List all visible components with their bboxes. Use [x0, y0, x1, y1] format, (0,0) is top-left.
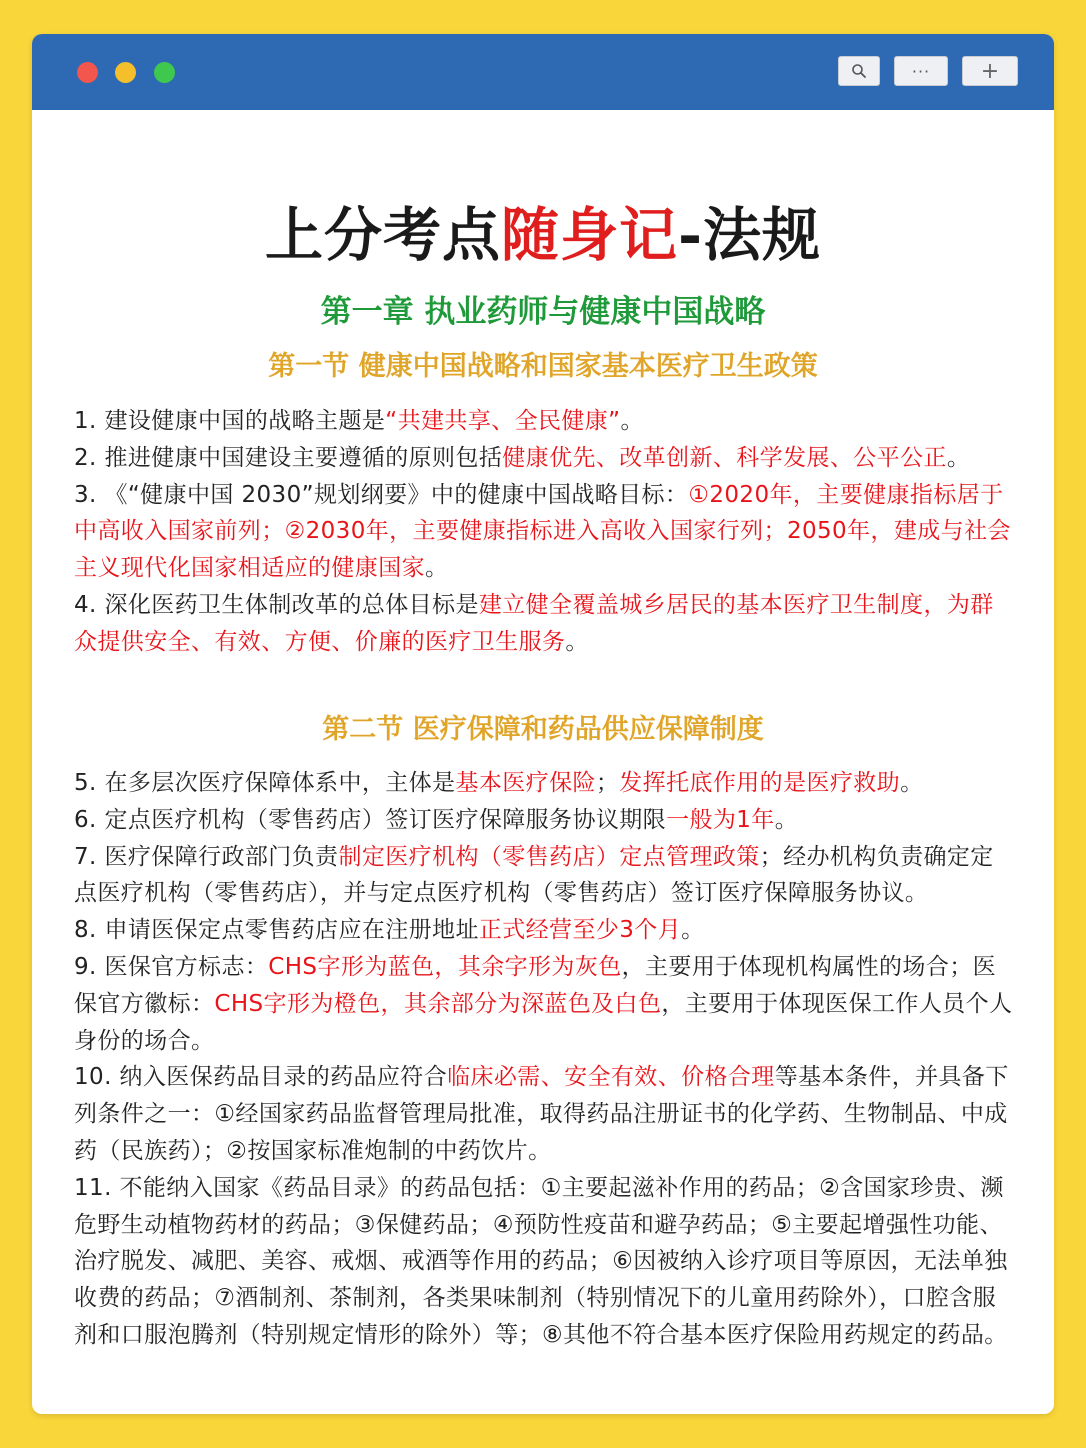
section-2-heading: 第二节 医疗保障和药品供应保障制度: [322, 714, 764, 745]
section-1-items: [74, 403, 1016, 661]
more-icon: ···: [911, 61, 931, 81]
item-highlight: 制定医疗机构（零售药店）定点管理政策: [338, 843, 760, 870]
item-text: 等基本条件，并具备下列条件之一：①经国家药品监督管理局批准，取得药品注册证书的化学药、生物制品、中成药（民族药）；②按国家标准炮制的中药饮片。: [74, 1064, 1009, 1164]
item-text: 。: [900, 770, 924, 796]
maximize-window-button[interactable]: [154, 62, 175, 83]
title-part-3: -法规: [677, 201, 822, 269]
chapter-heading: 第一章 执业药师与健康中国战略: [320, 294, 766, 330]
close-window-button[interactable]: [77, 62, 98, 83]
section-1-heading: 第一节 健康中国战略和国家基本医疗卫生政策: [268, 351, 818, 382]
minimize-window-button[interactable]: [115, 62, 136, 83]
item-text: 2. 推进健康中国建设主要遵循的原则包括: [74, 444, 503, 471]
list-item: [74, 802, 1016, 839]
item-highlight: 一般为1年: [666, 806, 775, 833]
title-part-1: 上分考点: [264, 201, 501, 269]
item-text: 8. 申请医保定点零售药店应在注册地址: [74, 917, 479, 944]
item-text: 7. 医疗保障行政部门负责: [74, 843, 339, 870]
list-item: [74, 839, 1016, 913]
item-text: 。: [774, 806, 799, 833]
more-options-button[interactable]: [894, 56, 948, 86]
search-button[interactable]: [838, 56, 880, 86]
item-highlight: ①2020年，主要健康指标居于中高收入国家前列；②2030年，主要健康指标进入高收入国家行列；2050年，建成与社会主义现代化国家相适应的健康国家: [74, 481, 1011, 582]
list-item: [74, 1059, 1016, 1169]
item-text: 6. 定点医疗机构（零售药店）签订医疗保障服务协议期限: [74, 806, 667, 833]
item-text: 。: [946, 444, 971, 471]
item-highlight: 临床必需、安全有效、价格合理: [447, 1064, 775, 1091]
title-highlight: 随身记: [500, 201, 678, 269]
item-highlight: 正式经营至少3个月: [478, 917, 682, 944]
list-item: [74, 477, 1016, 587]
title-bar: [32, 34, 1054, 110]
item-text: 10. 纳入医保药品目录的药品应符合: [74, 1064, 448, 1091]
item-highlight: 发挥托底作用的是医疗救助: [619, 770, 901, 796]
item-text: ；: [595, 770, 620, 796]
item-highlight: CHS字形为蓝色，其余字形为灰色: [268, 953, 622, 980]
section-2-items: [74, 765, 1016, 1354]
item-text: 。: [620, 408, 644, 434]
item-text: ，主要用于体现医保工作人员个人身份的场合。: [74, 990, 1013, 1054]
item-text: ；经办机构负责确定定点医疗机构（零售药店），并与定点医疗机构（零售药店）签订医疗保障服务协议。: [74, 843, 994, 907]
list-item: [74, 949, 1016, 1059]
list-item: [74, 587, 1016, 661]
item-text: 5. 在多层次医疗保障体系中，主体是: [74, 770, 456, 796]
item-text: 。: [425, 555, 449, 582]
item-text: 。: [565, 628, 589, 655]
new-tab-button[interactable]: [962, 56, 1018, 86]
list-item: 11. 不能纳入国家《药品目录》的药品包括：①主要起滋补作用的药品；②含国家珍贵、濒危野生动植物药材的药品；③保健药品；④预防性疫苗和避孕药品；⑤主要起增强性功能、治疗脱发、减肥、美容、戒烟、戒酒等作用的药品；⑥因被纳入诊疗项目等原因，无法单独收费的药品；⑦酒制剂、茶制剂，各类果味制剂（特别情况下的儿童用药除外），口腔含服剂和口服泡腾剂（特别规定情形的除外）等；⑧其他不符合基本医疗保险用药规定的药品。: [74, 1174, 1008, 1348]
search-icon: [851, 63, 867, 79]
list-item: [74, 403, 1016, 440]
list-item: [74, 440, 1016, 477]
item-highlight: CHS字形为橙色，其余部分为深蓝色及白色: [214, 990, 662, 1017]
plus-icon: +: [980, 58, 1000, 84]
list-item: [74, 912, 1016, 949]
item-text: 1. 建设健康中国的战略主题是: [74, 408, 386, 434]
item-text: 9. 医保官方标志：: [74, 953, 269, 980]
browser-window: [32, 34, 1054, 1414]
page-title: [32, 201, 1054, 269]
item-text: 3. 《“健康中国 2030”规划纲要》中的健康中国战略目标：: [74, 481, 689, 508]
item-highlight: 基本医疗保险: [455, 770, 596, 796]
item-text: 4. 深化医药卫生体制改革的总体目标是: [74, 591, 479, 618]
list-item: [74, 765, 1016, 802]
item-highlight: 健康优先、改革创新、科学发展、公平公正: [502, 444, 947, 471]
item-highlight: 建立健全覆盖城乡居民的基本医疗卫生制度，为群众提供安全、有效、方便、价廉的医疗卫生服务: [74, 591, 994, 655]
item-text: ，主要用于体现机构属性的场合；医保官方徽标：: [74, 953, 997, 1017]
item-highlight: “共建共享、全民健康”: [385, 408, 621, 434]
item-text: 。: [681, 917, 705, 944]
